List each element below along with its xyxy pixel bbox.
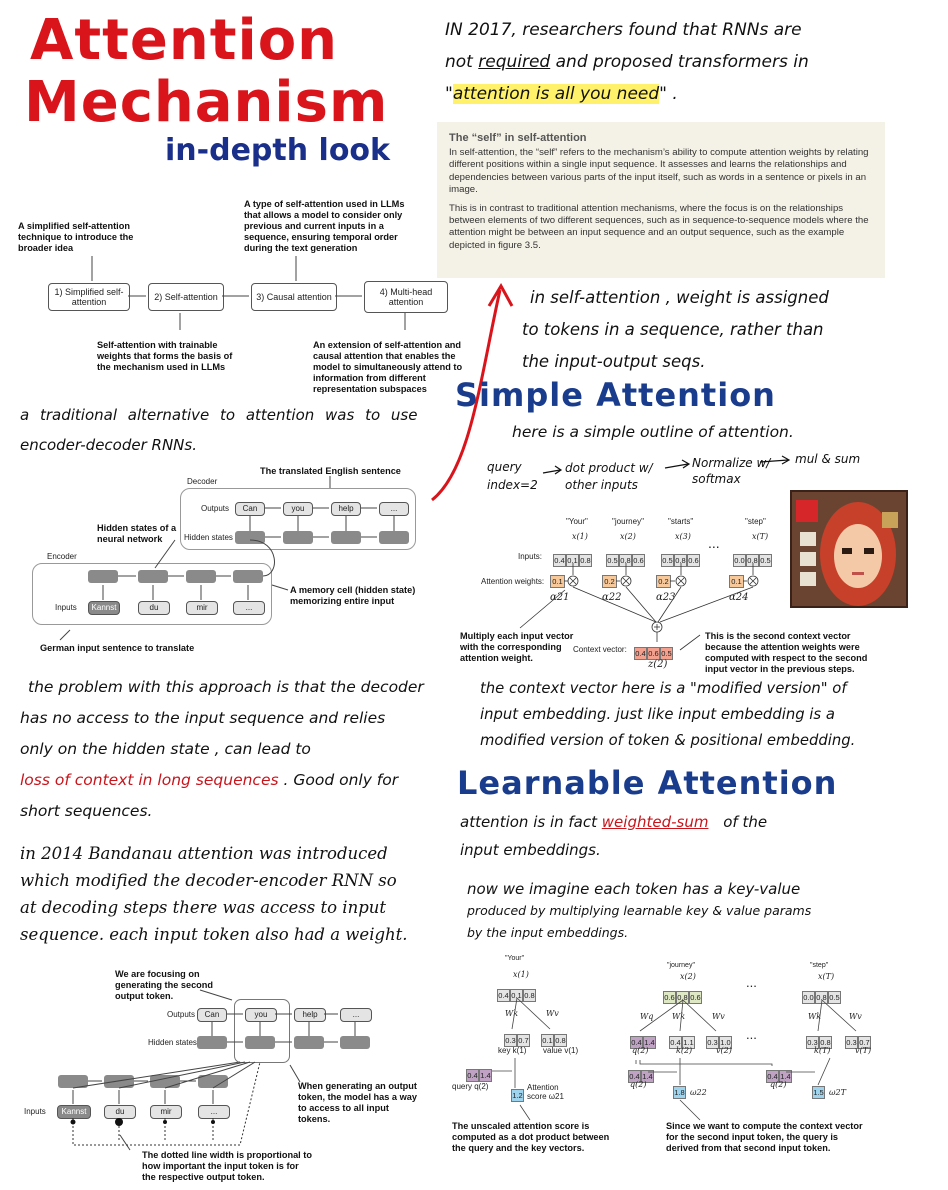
kv-k2-label: k(2)	[676, 1046, 693, 1055]
since-caption: Since we want to compute the context vector for the second input token, the query is derived from that second input token.	[666, 1121, 863, 1153]
kv-wv-2: Wv	[712, 1012, 725, 1021]
learnable-text-a: attention is in fact	[460, 813, 597, 831]
self-note-line2: to tokens in a sequence, rather than	[522, 320, 824, 339]
kv-omega2T: ω2T	[829, 1088, 846, 1097]
hidden-states-label: Hidden states	[184, 533, 233, 542]
sa-x-2: x(2)	[620, 532, 636, 541]
sa-v1-1: 0.1	[567, 556, 578, 565]
flow-bottom-left-caption: Self-attention with trainable weights that forms the basis of the mechanism used in LLMs	[97, 340, 233, 372]
kv-v3-2: 0.5	[829, 993, 840, 1002]
sa-attn-label: Attention weights:	[481, 577, 545, 586]
trad-note-line1: a traditional alternative to attention was to use	[20, 406, 418, 424]
q2b-1: 1.4	[642, 1072, 653, 1081]
when-caption: When generating an output token, the model has a way to access to all input tokens.	[298, 1081, 417, 1124]
out-word-1: Can	[235, 502, 265, 516]
kv-v1-0: 0.4	[498, 991, 509, 1000]
sa-context-label: Context vector:	[573, 645, 627, 654]
sa-alpha-4: α24	[729, 592, 749, 603]
outputs-label: Outputs	[201, 504, 230, 513]
unscaled-caption: The unscaled attention score is computed as a dot product between the query and the key vectors.	[452, 1121, 610, 1153]
vT-1: 0.7	[859, 1038, 870, 1047]
problem-good-only: . Good only for	[283, 771, 399, 789]
intro-line1: IN 2017, researchers found that RNNs are	[445, 20, 802, 40]
in-word-4: ...	[233, 601, 265, 615]
vT-0: 0.3	[846, 1038, 857, 1047]
q2b-0: 0.4	[629, 1072, 640, 1081]
kv-wq-2: Wq	[640, 1012, 654, 1021]
intro-paper-title: attention is all you need	[452, 84, 660, 104]
trad-note-line2: encoder-decoder RNNs.	[20, 436, 197, 454]
problem-line3: only on the hidden state , can lead to	[20, 740, 311, 758]
problem-loss-context: loss of context in long sequences	[20, 771, 279, 789]
kT-1: 0.8	[820, 1038, 831, 1047]
step-normalize: Normalize w/ softmax	[692, 456, 771, 486]
kv-word-2: "journey"	[667, 962, 695, 969]
sa-z: z(2)	[648, 659, 668, 670]
translated-caption: The translated English sentence	[260, 466, 401, 476]
subtitle: in-depth look	[165, 133, 390, 168]
bd-out-1: Can	[197, 1008, 227, 1022]
kv-omega22: ω22	[690, 1088, 707, 1097]
sa-second-caption: This is the second context vector because the attention weights were computed with respect to the second input vector in the previous steps.	[705, 631, 868, 674]
kv-x-1: x(1)	[513, 970, 529, 979]
bahdanau-line3: at decoding steps there was access to input	[20, 898, 387, 917]
self-note-line3: the input-output seqs.	[522, 352, 706, 371]
sa-v2-2: 0.6	[633, 556, 644, 565]
bd-in-1: Kannst	[57, 1105, 91, 1119]
intro-required: required	[478, 52, 551, 72]
bd-outputs-label: Outputs	[167, 1010, 196, 1019]
kv-score-2: 1.8	[674, 1088, 685, 1097]
info-box-p1: In self-attention, the “self” refers to the mechanism’s ability to compute attention weights by relating different positions within a single input sequence. It assesses and learns the relationships and dependencies between various parts of the input itself, such as words in a sentence or pixels in an image.	[449, 147, 869, 196]
sa-word-4: "step"	[745, 517, 766, 526]
kv-wk-3: Wk	[808, 1012, 822, 1021]
v1-0: 0.1	[542, 1036, 553, 1045]
q2-1: 1.4	[644, 1038, 655, 1047]
quote-close: " .	[659, 84, 678, 104]
sa-v2-0: 0.5	[607, 556, 618, 565]
german-caption: German input sentence to translate	[40, 643, 195, 653]
kv-note-line2: produced by multiplying learnable key & value params	[467, 903, 812, 918]
sa-x-4: x(T)	[752, 532, 769, 541]
kv-q2-label: q(2)	[632, 1046, 649, 1055]
kv-v1-2: 0.8	[524, 991, 535, 1000]
kv-vT-label: v(T)	[855, 1046, 872, 1055]
kv-v3-1: 0.8	[816, 993, 827, 1002]
sa-weight-4: 0.1	[729, 575, 744, 588]
learnable-text-c: of the	[723, 813, 768, 831]
simple-attention-heading: Simple Attention	[455, 376, 776, 414]
title-line2: Mechanism	[24, 70, 389, 135]
v2-1: 1.0	[720, 1038, 731, 1047]
q2c-1: 1.4	[780, 1072, 791, 1081]
encoder-label: Encoder	[47, 552, 77, 561]
bahdanau-line4: sequence. each input token also had a weight.	[20, 925, 408, 944]
self-note-line1: in self-attention , weight is assigned	[530, 288, 829, 307]
out-word-4: ...	[379, 502, 409, 516]
dotted-caption: The dotted line width is proportional to how important the input token is for the respective output token.	[142, 1150, 312, 1182]
kv-word-3: "step"	[810, 962, 829, 969]
kv-q2b-label: q(2)	[630, 1080, 647, 1089]
kv-kT-label: k(T)	[814, 1046, 831, 1055]
learnable-line2: input embeddings.	[460, 841, 601, 859]
step-query: query index=2	[487, 460, 538, 492]
problem-line5: short sequences.	[20, 802, 153, 820]
qv-0: 0.4	[467, 1071, 478, 1080]
kv-value-label: value v(1)	[543, 1046, 579, 1055]
flow-box-1: 1) Simplified self-attention	[48, 283, 130, 311]
problem-line1: the problem with this approach is that the decoder	[28, 678, 424, 696]
sa-alpha-3: α23	[656, 592, 676, 603]
kv-note-line1: now we imagine each token has a key-value	[467, 880, 801, 898]
sa-weight-2: 0.2	[602, 575, 617, 588]
kv-v3-0: 0.0	[803, 993, 814, 1002]
intro-not: not	[445, 52, 473, 72]
kv-wv-3: Wv	[849, 1012, 862, 1021]
flow-box-3: 3) Causal attention	[251, 283, 337, 311]
sa-x-3: x(3)	[675, 532, 691, 541]
out-word-3: help	[331, 502, 361, 516]
q2c-0: 0.4	[767, 1072, 778, 1081]
bd-hidden-label: Hidden states	[148, 1038, 197, 1047]
flow-box-2: 2) Self-attention	[148, 283, 224, 311]
kv-q2c-label: q(2)	[770, 1080, 787, 1089]
flow-bottom-right-caption: An extension of self-attention and causal attention that enables the model to simultaneously attend to information from different representation subspaces	[313, 340, 463, 394]
k2-0: 0.4	[670, 1038, 681, 1047]
info-box-heading: The “self” in self-attention	[449, 132, 587, 144]
bd-out-4: ...	[340, 1008, 372, 1022]
quote-open: "	[445, 84, 453, 104]
in-word-1: Kannst	[88, 601, 120, 615]
sa-alpha-1: α21	[550, 592, 570, 603]
kv-x-2: x(2)	[680, 972, 696, 981]
sa-weight-3: 0.2	[656, 575, 671, 588]
sa-v3-0: 0.5	[662, 556, 673, 565]
title-line1: Attention	[30, 8, 339, 73]
v2-0: 0.3	[707, 1038, 718, 1047]
kv-v2-0: 0.6	[664, 993, 675, 1002]
sa-v4-0: 0.0	[734, 556, 745, 565]
bd-out-3: help	[294, 1008, 326, 1022]
sa-v1-0: 0.4	[554, 556, 565, 565]
k1-1: 0.7	[518, 1036, 529, 1045]
out-word-2: you	[283, 502, 313, 516]
kv-word-1: "Your"	[505, 955, 525, 962]
problem-line2: has no access to the input sequence and relies	[20, 709, 386, 727]
qv-1: 1.4	[480, 1071, 491, 1080]
context-note-line2: input embedding. just like input embedding is a	[480, 706, 835, 723]
sa-v3-1: 0.8	[675, 556, 686, 565]
sa-weight-1: 0.1	[550, 575, 565, 588]
inputs-label: Inputs	[55, 603, 77, 612]
kv-v2-2: 0.6	[690, 993, 701, 1002]
kv-x-3: x(T)	[818, 972, 835, 981]
kv-v2-1: 0.8	[677, 993, 688, 1002]
sa-x-1: x(1)	[572, 532, 588, 541]
bd-inputs-label: Inputs	[24, 1107, 46, 1116]
sa-v3-2: 0.6	[688, 556, 699, 565]
kv-note-line3: by the input embeddings.	[467, 925, 629, 940]
q2-0: 0.4	[631, 1038, 642, 1047]
kv-score-1: 1.2	[512, 1091, 523, 1100]
kv-wk-1: Wk	[505, 1009, 519, 1018]
bd-out-2: you	[245, 1008, 277, 1022]
sa-v4-1: 0.8	[747, 556, 758, 565]
kv-v1-1: 0.1	[511, 991, 522, 1000]
kT-0: 0.3	[807, 1038, 818, 1047]
sa-ellipsis: ...	[708, 535, 720, 551]
context-note-line3: modified version of token & positional embedding.	[480, 732, 856, 749]
kv-score-label: Attention score ω21	[527, 1083, 564, 1101]
focus-caption: We are focusing on generating the second output token.	[115, 969, 214, 1001]
context-note-line1: the context vector here is a "modified version" of	[480, 680, 847, 697]
sa-ctx-2: 0.5	[661, 649, 672, 658]
kv-wv-1: Wv	[546, 1009, 559, 1018]
sa-word-2: "journey"	[612, 517, 644, 526]
step-dot-product: dot product w/ other inputs	[565, 461, 653, 492]
in-word-3: mir	[186, 601, 218, 615]
sa-alpha-2: α22	[602, 592, 622, 603]
bd-in-4: ...	[198, 1105, 230, 1119]
kv-v2-label: v(2)	[716, 1046, 732, 1055]
hidden-states-caption: Hidden states of a neural network	[97, 523, 177, 544]
kv-wk-2: Wk	[672, 1012, 686, 1021]
simple-outline: here is a simple outline of attention.	[512, 423, 794, 441]
decoder-label: Decoder	[187, 477, 218, 486]
k1-0: 0.3	[505, 1036, 516, 1045]
bahdanau-line2: which modified the decoder-encoder RNN so	[20, 871, 397, 890]
sa-ctx-0: 0.4	[635, 649, 646, 658]
sa-ctx-1: 0.6	[648, 649, 659, 658]
memory-cell-caption: A memory cell (hidden state) memorizing entire input	[290, 585, 416, 606]
kv-score-T: 1.5	[813, 1088, 824, 1097]
learnable-attention-heading: Learnable Attention	[457, 764, 838, 802]
flow-top-caption: A type of self-attention used in LLMs that allows a model to consider only previous and current inputs in a sequence, ensuring temporal order during the text generation	[244, 199, 405, 253]
learnable-weighted-sum: weighted-sum	[601, 813, 709, 831]
intro-rest: and proposed transformers in	[555, 52, 809, 72]
kv-key-label: key k(1)	[498, 1046, 527, 1055]
sa-v4-2: 0.5	[760, 556, 771, 565]
sa-v1-2: 0.8	[580, 556, 591, 565]
sa-v2-1: 0.8	[620, 556, 631, 565]
sa-multiply-caption: Multiply each input vector with the corresponding attention weight.	[460, 631, 574, 663]
info-box-p2: This is in contrast to traditional attention mechanisms, where the focus is on the relationships between elements of two different sequences, such as in sequence-to-sequence models where the attention might be between an input sequence and an output sequence, such as the example depicted in figure 3.5.	[449, 202, 869, 251]
kv-ellipsis-2: ...	[746, 1027, 757, 1042]
sa-inputs-label: Inputs:	[518, 552, 543, 561]
k2-1: 1.1	[683, 1038, 694, 1047]
flow-box-4: 4) Multi-head attention	[364, 281, 448, 313]
sa-word-3: "starts"	[668, 517, 694, 526]
sa-word-1: "Your"	[566, 517, 588, 526]
kv-query-label: query q(2)	[452, 1082, 489, 1091]
flow-left-caption: A simplified self-attention technique to introduce the broader idea	[18, 221, 134, 253]
kv-ellipsis-1: ...	[746, 975, 757, 990]
bd-in-3: mir	[150, 1105, 182, 1119]
v1-1: 0.8	[555, 1036, 566, 1045]
in-word-2: du	[138, 601, 170, 615]
bahdanau-line1: in 2014 Bandanau attention was introduced	[20, 844, 388, 863]
bd-in-2: du	[104, 1105, 136, 1119]
step-mul-sum: mul & sum	[795, 452, 861, 466]
